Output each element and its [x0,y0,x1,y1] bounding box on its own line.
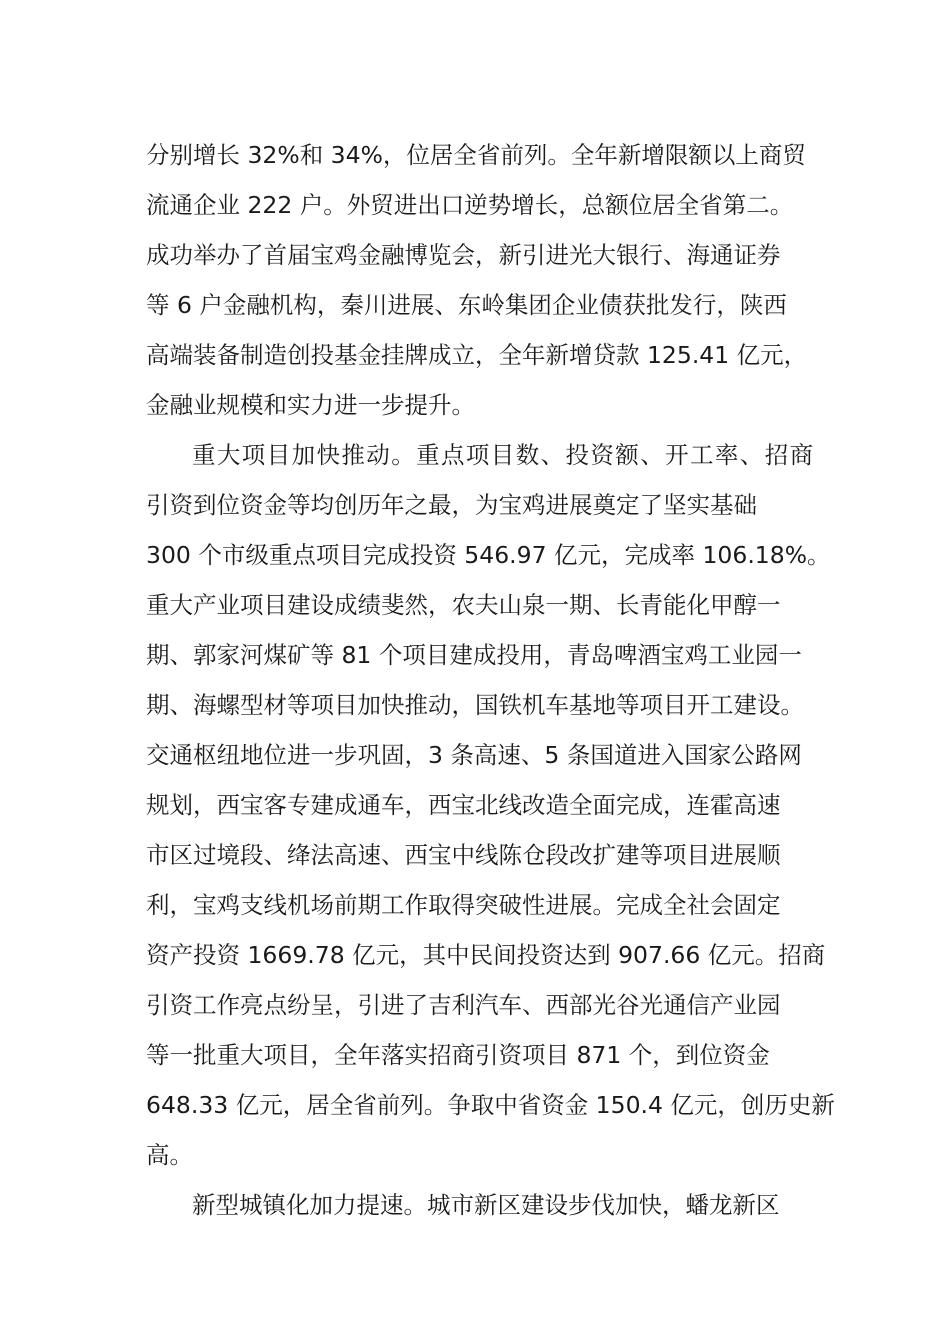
text-line: 市区过境段、绛法高速、西宝中线陈仓段改扩建等项目进展顺 [146,841,781,869]
text-line: 高。 [146,1141,193,1169]
text-line: 648.33 亿元，居全省前列。争取中省资金 150.4 亿元，创历史新 [146,1091,835,1119]
text-line: 交通枢纽地位进一步巩固，3 条高速、5 条国道进入国家公路网 [146,741,802,769]
text-line: 成功举办了首届宝鸡金融博览会，新引进光大银行、海通证券 [146,241,781,269]
text-line: 期、郭家河煤矿等 81 个项目建成投用，青岛啤酒宝鸡工业园一 [146,641,802,669]
paragraph-heading-line: 重大项目加快推动。重点项目数、投资额、开工率、招商 [192,441,815,469]
paragraph-heading-line: 新型城镇化加力提速。城市新区建设步伐加快，蟠龙新区 [192,1191,780,1219]
text-line: 资产投资 1669.78 亿元，其中民间投资达到 907.66 亿元。招商 [146,941,826,969]
text-line: 规划，西宝客专建成通车，西宝北线改造全面完成，连霍高速 [146,791,781,819]
text-line: 金融业规模和实力进一步提升。 [146,391,475,419]
text-line: 利，宝鸡支线机场前期工作取得突破性进展。完成全社会固定 [146,891,781,919]
text-line: 流通企业 222 户。外贸进出口逆势增长，总额位居全省第二。 [146,191,794,219]
text-line: 分别增长 32%和 34%，位居全省前列。全年新增限额以上商贸 [146,141,806,169]
text-line: 等一批重大项目，全年落实招商引资项目 871 个，到位资金 [146,1041,770,1069]
text-line: 等 6 户金融机构，秦川进展、东岭集团企业债获批发行，陕西 [146,291,787,319]
text-line: 引资到位资金等均创历年之最，为宝鸡进展奠定了坚实基础 [146,491,757,519]
text-line: 300 个市级重点项目完成投资 546.97 亿元，完成率 106.18%。 [146,541,831,569]
text-line: 期、海螺型材等项目加快推动，国铁机车基地等项目开工建设。 [146,691,804,719]
text-line: 引资工作亮点纷呈，引进了吉利汽车、西部光谷光通信产业园 [146,991,781,1019]
text-line: 重大产业项目建设成绩斐然，农夫山泉一期、长青能化甲醇一 [146,591,781,619]
text-line: 高端装备制造创投基金挂牌成立，全年新增贷款 125.41 亿元， [146,341,808,369]
